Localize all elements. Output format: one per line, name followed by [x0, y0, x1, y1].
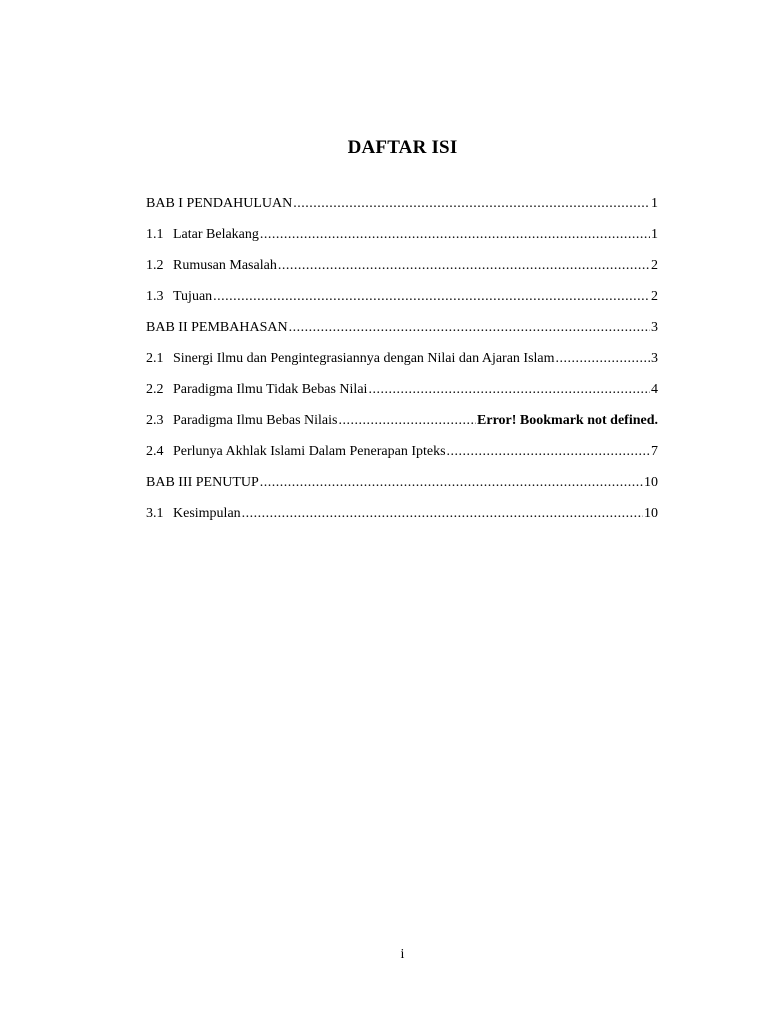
toc-entry-label: BAB III PENUTUP: [146, 475, 259, 490]
toc-entry-number: 2.1: [146, 351, 164, 366]
toc-entry-label: Paradigma Ilmu Bebas Nilais: [173, 413, 338, 428]
toc-dot-leader: [338, 411, 476, 431]
toc-entry-bab-2[interactable]: [146, 318, 658, 349]
toc-entry-page: 3: [651, 320, 658, 335]
toc-entry-number: 3.1: [146, 506, 164, 521]
toc-entry-label: Latar Belakang: [173, 227, 259, 242]
toc-entry-page: 1: [651, 196, 658, 211]
toc-entry-number: 2.2: [146, 382, 164, 397]
toc-entry-page: 10: [644, 475, 658, 490]
toc-entry-page: 1: [651, 227, 658, 242]
toc-dot-leader: [293, 194, 650, 214]
toc-entry-label: BAB II PEMBAHASAN: [146, 320, 288, 335]
toc-dot-leader: [278, 256, 650, 276]
toc-entry-1-1[interactable]: [146, 225, 658, 256]
toc-entry-2-4[interactable]: [146, 442, 658, 473]
toc-bookmark-error: Error! Bookmark not defined.: [477, 413, 658, 428]
toc-entry-number: 1.1: [146, 227, 164, 242]
toc-entry-bab-3[interactable]: [146, 473, 658, 504]
table-of-contents: [146, 194, 658, 535]
toc-entry-label: Kesimpulan: [173, 506, 241, 521]
toc-dot-leader: [213, 287, 650, 307]
toc-entry-number: 1.3: [146, 289, 164, 304]
toc-dot-leader: [368, 380, 650, 400]
toc-dot-leader: [260, 473, 643, 493]
toc-entry-label: Sinergi Ilmu dan Pengintegrasiannya dengan Nilai dan Ajaran Islam: [173, 351, 555, 366]
toc-dot-leader: [289, 318, 650, 338]
toc-entry-label: Perlunya Akhlak Islami Dalam Penerapan Ipteks: [173, 444, 446, 459]
toc-entry-label: BAB I PENDAHULUAN: [146, 196, 293, 211]
toc-entry-label: Paradigma Ilmu Tidak Bebas Nilai: [173, 382, 368, 397]
toc-dot-leader: [447, 442, 650, 462]
page-title: DAFTAR ISI: [347, 137, 458, 158]
toc-entry-label: Rumusan Masalah: [173, 258, 277, 273]
toc-entry-number: 1.2: [146, 258, 164, 273]
toc-entry-2-1[interactable]: [146, 349, 658, 380]
toc-entry-number: 2.4: [146, 444, 164, 459]
toc-entry-2-3[interactable]: [146, 411, 658, 442]
toc-entry-page: 2: [651, 258, 658, 273]
toc-entry-2-2[interactable]: [146, 380, 658, 411]
toc-entry-page: 3: [651, 351, 658, 366]
toc-entry-number: 2.3: [146, 413, 164, 428]
toc-entry-bab-1[interactable]: [146, 194, 658, 225]
page-number: i: [400, 947, 405, 962]
toc-entry-page: 10: [644, 506, 658, 521]
toc-entry-1-3[interactable]: [146, 287, 658, 318]
toc-dot-leader: [242, 504, 643, 524]
toc-dot-leader: [556, 349, 650, 369]
toc-entry-1-2[interactable]: [146, 256, 658, 287]
toc-entry-page: 4: [651, 382, 658, 397]
toc-entry-page: 2: [651, 289, 658, 304]
toc-entry-label: Tujuan: [173, 289, 213, 304]
toc-entry-page: 7: [651, 444, 658, 459]
toc-dot-leader: [260, 225, 650, 245]
toc-entry-3-1[interactable]: [146, 504, 658, 535]
